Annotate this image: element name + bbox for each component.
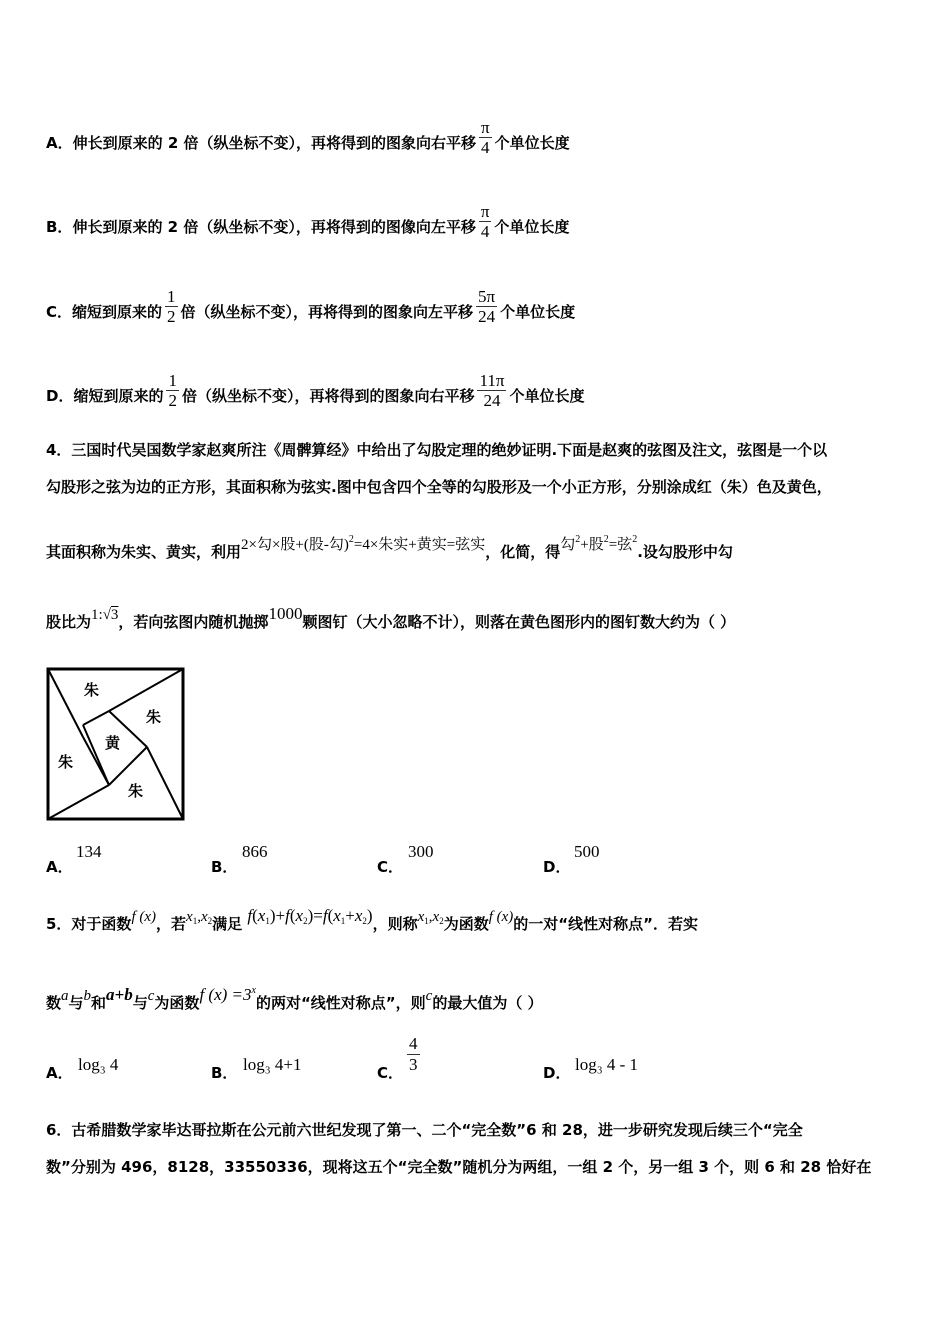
fraction: $\frac{1}{2}$ [167,287,176,326]
q5-line-2: 数a与b和a+b与c为函数f $(x) =3^x$的两对“线性对称点”，则c的最大值为（ ） [46,985,543,1012]
xiantu-figure [46,667,186,821]
q5-option-a-value: log₃ 4 [78,1055,119,1074]
q4-line-3: 其面积称为朱实、黄实，利用2×勾×股+(股-勾)$^2$=4×朱实+黄实=弦实，化简，得勾$^2$+股$^2$=弦$^2$.设勾股形中勾 [46,534,733,561]
q5-option-c-value: 4 3 [409,1034,418,1074]
q5-option-d-label: D． [543,1064,571,1082]
q5-line-1: 5．对于函数f (x)，若$x_1,x_2$满足 $f(x_1)+f(x_2)=f(x_1+x_2)$，则称$x_1,x_2$为函数f (x)的一对“线性对称点”．若实 [46,906,699,933]
hypotenuse-line [147,747,183,819]
x1-x2: $x_1,x_2$ [417,909,444,926]
hypotenuse-line [109,747,147,785]
hypotenuse-line [109,669,183,711]
fraction: $\frac{5\pi}{24}$ [478,287,496,326]
label-zhu-bottom: 朱 [128,782,144,800]
hypotenuse-line [83,711,109,725]
q5-option-b-label: B． [211,1064,238,1082]
ratio: 1:√3 [91,607,119,623]
q4-line-2: 勾股形之弦为边的正方形，其面积称为弦实.图中包含四个全等的勾股形及一个小正方形，分别涂成红（朱）色及黄色， [46,478,832,496]
q4-option-a-label: A． [46,858,73,876]
q4-option-b-label: B． [211,858,238,876]
hypotenuse-line [48,669,83,737]
q4-option-a-value: 134 [76,842,102,861]
q3-option-b: B．伸长到原来的 2 倍（纵坐标不变），再将得到的图像向左平移 $\frac{\pi}{4}$ 个单位长度 [46,202,570,241]
label-huang-center: 黄 [105,734,121,752]
q6-line-2: 数”分别为 496，8128，33550336，现将这五个“完全数”随机分为两组，一组 2 个，另一组 3 个，则 6 和 28 恰好在 [46,1158,872,1176]
q5-option-c-label: C． [377,1064,404,1082]
q4-option-c-value: 300 [408,842,434,861]
fraction: $\frac{1}{2}$ [168,371,177,410]
hypotenuse-line [48,785,109,819]
linear-condition: $f(x_1)+f(x_2)=f(x_1+x_2)$ [247,906,373,926]
q4-line-4: 股比为1:√3，若向弦图内随机抛掷1000颗图钉（大小忽略不计），则落在黄色图形内的图钉数大约为（ ） [46,604,736,631]
label-zhu-left: 朱 [58,753,74,771]
q4-option-d-label: D． [543,858,571,876]
q4-option-d-value: 500 [574,842,600,861]
q3-option-d: D．缩短到原来的 $\frac{1}{2}$ 倍（纵坐标不变），再将得到的图象向右平移 $\frac{11\pi}{24}$ 个单位长度 [46,371,585,410]
formula-simplified: 勾$^2$+股$^2$=弦$^2$ [560,534,638,553]
q4-option-b-value: 866 [242,842,268,861]
q4-option-c-label: C． [377,858,404,876]
label-zhu-top: 朱 [84,681,100,699]
x1-x2: $x_1,x_2$ [186,909,213,926]
q3-option-a: A．伸长到原来的 2 倍（纵坐标不变），再将得到的图象向右平移 $\frac{\pi}{4}$ 个单位长度 [46,118,570,157]
formula: 2×勾×股+(股-勾)$^2$=4×朱实+黄实=弦实 [241,534,486,553]
fraction: $\frac{\pi}{4}$ [481,118,490,157]
q3-option-c: C．缩短到原来的 $\frac{1}{2}$ 倍（纵坐标不变），再将得到的图象向左平移 $\frac{5\pi}{24}$ 个单位长度 [46,287,576,326]
q5-option-a-label: A． [46,1064,73,1082]
q5-option-d-value: log₃ 4 - 1 [575,1055,639,1074]
q4-line-1: 4．三国时代吴国数学家赵爽所注《周髀算经》中给出了勾股定理的绝妙证明.下面是赵爽的弦图及注文，弦图是一个以 [46,441,828,459]
fraction: $\frac{\pi}{4}$ [480,202,490,241]
fraction: $\frac{11\pi}{24}$ [479,371,505,410]
q6-line-1: 6．古希腊数学家毕达哥拉斯在公元前六世纪发现了第一、二个“完全数”6 和 28，进一步研究发现后续三个“完全 [46,1121,803,1139]
q5-option-b-value: log₃ 4+1 [243,1055,302,1074]
label-zhu-right: 朱 [146,708,162,726]
